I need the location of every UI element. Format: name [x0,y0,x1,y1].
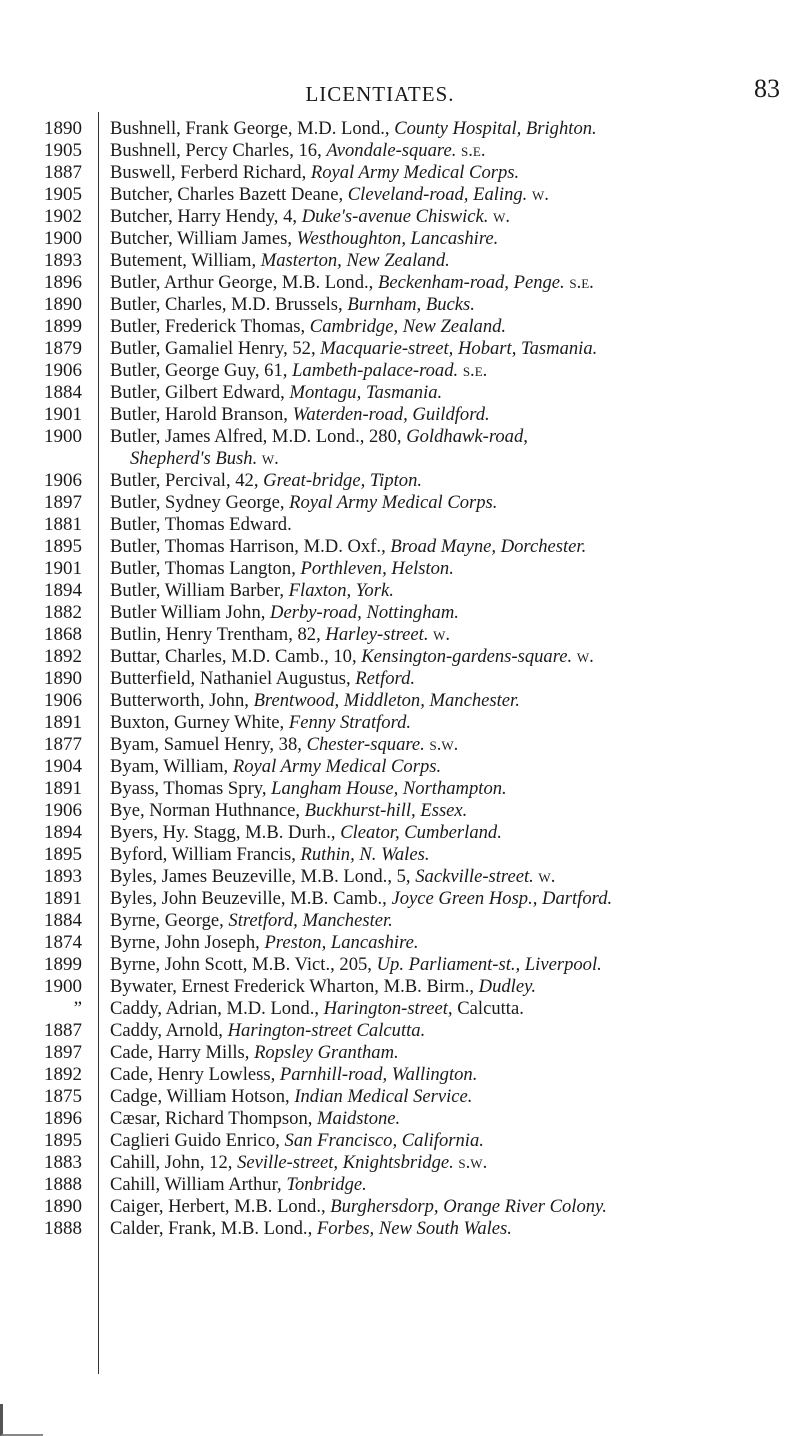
entry-name: Butterfield, Nathaniel Augustus, [110,668,356,689]
entry-name: Butlin, Henry Trentham, 82, [110,624,326,645]
entry-address: Harley-street. [325,624,429,645]
entry-year: 1891 [44,712,82,733]
entry-year: 1895 [44,536,82,557]
entry-year: 1893 [44,250,82,271]
list-item [0,954,800,976]
entry-year: 1895 [44,1130,82,1151]
entry-text [110,382,800,404]
entry-name: Bywater, Ernest Frederick Wharton, M.B. Birm., [110,976,479,997]
entry-text [110,162,800,184]
entry-address: Brentwood, Middleton, Manchester. [253,690,520,711]
entry-address: Masterton, New Zealand. [260,250,450,271]
entry-text [110,800,800,822]
list-item [0,734,800,756]
list-item [0,250,800,272]
entry-address: Royal Army Medical Corps. [310,162,520,183]
entry-year: 1896 [44,272,82,293]
entry-name: Buswell, Ferberd Richard, [110,162,311,183]
entry-text [110,690,800,712]
entry-address: Westhoughton, Lancashire. [296,228,499,249]
entry-postal-district: s.e. [564,272,594,293]
entry-name: Butler, George Guy, 61, [110,360,293,381]
entry-year: 1890 [44,668,82,689]
entry-text [110,888,800,910]
list-item [0,602,800,624]
entry-name: Butcher, Charles Bazett Deane, [110,184,348,205]
list-item [0,1086,800,1108]
entry-name: Calder, Frank, M.B. Lond., [110,1218,317,1239]
list-item [0,624,800,646]
entry-name: Butler, Arthur George, M.B. Lond., [110,272,378,293]
entry-address: Kensington-gardens-square. [361,646,573,667]
entry-year: 1888 [44,1174,82,1195]
entry-name: Cæsar, Richard Thompson, [110,1108,318,1129]
entry-year: 1894 [44,580,82,601]
entry-postal-district: w. [533,866,556,887]
entry-text [110,1130,800,1152]
list-item [0,976,800,998]
entry-text [110,536,800,558]
entry-year: 1901 [44,404,82,425]
entry-postal-district: w. [257,448,279,469]
entry-text [110,1152,800,1174]
entry-text [110,624,800,646]
list-item [0,756,800,778]
entry-address: Great-bridge, Tipton. [263,470,423,491]
list-item [0,1218,800,1240]
entry-name: Byles, John Beuzeville, M.B. Camb., [110,888,392,909]
entry-postal-district: w. [428,624,451,645]
entry-year: 1899 [44,954,82,975]
list-item [0,778,800,800]
list-item [0,536,800,558]
list-item [0,514,800,536]
list-item [0,448,800,470]
entry-address: Derby-road, Nottingham. [270,602,459,623]
entry-name: Caiger, Herbert, M.B. Lond., [110,1196,331,1217]
entry-address: Indian Medical Service. [294,1086,473,1107]
entry-address: San Francisco, California. [284,1130,484,1151]
entry-address: Langham House, Northampton. [271,778,507,799]
list-item [0,492,800,514]
entry-text [110,360,800,382]
entry-year: 1891 [44,888,82,909]
entry-postal-district: s.e. [456,140,486,161]
entry-year: 1868 [44,624,82,645]
entry-text [110,1218,800,1240]
list-item [0,998,800,1020]
entry-address: Tonbridge. [286,1174,367,1195]
entry-postal-district: s.e. [458,360,488,381]
entry-name: Butcher, William James, [110,228,297,249]
entry-text [110,228,800,250]
entry-name: Byford, William Francis, [110,844,301,865]
entry-year: 1890 [44,294,82,315]
entry-name: Bye, Norman Huthnance, [110,800,305,821]
entry-postal-district: s.w. [453,1152,488,1173]
list-item [0,866,800,888]
entry-postal-district: w. [488,206,511,227]
entry-address: Retford. [355,668,416,689]
entry-address: Fenny Stratford. [288,712,412,733]
list-item [0,844,800,866]
entry-name: Butler, Harold Branson, [110,404,293,425]
entry-year: 1896 [44,1108,82,1129]
entry-text [110,954,800,976]
list-item [0,910,800,932]
entry-year: 1906 [44,690,82,711]
entry-address: Dudley. [478,976,536,997]
entry-address: Seville-street, Knightsbridge. [237,1152,454,1173]
entry-name: Butler, William Barber, [110,580,289,601]
entry-name: Caglieri Guido Enrico, [110,1130,285,1151]
list-item [0,888,800,910]
list-item [0,646,800,668]
entry-year: 1877 [44,734,82,755]
list-item [0,1130,800,1152]
entry-address: Duke's-avenue Chiswick. [301,206,489,227]
list-item [0,580,800,602]
entry-name: Byers, Hy. Stagg, M.B. Durh., [110,822,341,843]
entry-address: Macquarie-street, Hobart, Tasmania. [320,338,598,359]
entry-text [110,316,800,338]
list-item [0,822,800,844]
entry-address: Montagu, Tasmania. [289,382,443,403]
entry-text [110,602,800,624]
entry-text [110,910,800,932]
entry-year: 1890 [44,1196,82,1217]
entry-year: 1879 [44,338,82,359]
entry-name: Butler William John, [110,602,271,623]
entry-name: Byam, Samuel Henry, 38, [110,734,307,755]
entry-name: Butler, Charles, M.D. Brussels, [110,294,348,315]
entry-address: Harington-street Calcutta. [227,1020,426,1041]
entry-name: Byrne, George, [110,910,229,931]
list-item [0,668,800,690]
entry-text [110,712,800,734]
entry-name: Butler, Thomas Langton, [110,558,301,579]
entry-postal-district: w. [527,184,549,205]
entry-text [110,404,800,426]
list-item [0,1042,800,1064]
entry-name: Butler, Gilbert Edward, [110,382,290,403]
entry-year: 1900 [44,976,82,997]
entry-text [110,932,800,954]
entry-text [110,470,800,492]
entry-address: Royal Army Medical Corps. [289,492,498,513]
entry-address: Ruthin, N. Wales. [300,844,430,865]
entry-year: 1894 [44,822,82,843]
entry-address: Up. Parliament-st., Liverpool. [376,954,602,975]
entry-year: 1895 [44,844,82,865]
entry-year: 1902 [44,206,82,227]
entry-name: Byass, Thomas Spry, [110,778,272,799]
entry-address: Royal Army Medical Corps. [232,756,442,777]
entry-address: Chester-square. [306,734,425,755]
entry-text [110,1042,800,1064]
entry-year: 1899 [44,316,82,337]
entry-text [110,558,800,580]
entry-year: 1901 [44,558,82,579]
entry-year: 1875 [44,1086,82,1107]
entry-address: Stretford, Manchester. [228,910,393,931]
entry-text [110,844,800,866]
entry-year: 1888 [44,1218,82,1239]
entry-name: Butterworth, John, [110,690,254,711]
list-item [0,1196,800,1218]
entry-address: Cleveland-road, Ealing. [347,184,528,205]
entry-address: Sackville-street. [415,866,534,887]
entry-name: Caddy, Adrian, M.D. Lond., [110,998,324,1019]
list-item [0,360,800,382]
list-item [0,140,800,162]
entry-name: Bushnell, Percy Charles, 16, [110,140,327,161]
list-item [0,1174,800,1196]
list-item [0,426,800,448]
list-item [0,558,800,580]
list-item [0,382,800,404]
list-item [0,316,800,338]
entry-year: 1874 [44,932,82,953]
entry-address: Ropsley Grantham. [254,1042,399,1063]
entry-text [110,1174,800,1196]
entry-text [110,272,800,294]
entry-text [110,646,800,668]
entry-address: Buckhurst-hill, Essex. [304,800,468,821]
list-item [0,272,800,294]
list-item [0,228,800,250]
entry-address: Burnham, Bucks. [347,294,475,315]
entry-address: Joyce Green Hosp., Dartford. [391,888,613,909]
entry-year: 1897 [44,492,82,513]
entry-year: 1890 [44,118,82,139]
entry-name: Cadge, William Hotson, [110,1086,295,1107]
list-item [0,1020,800,1042]
entry-text [110,338,800,360]
entry-text [110,756,800,778]
entry-text [110,250,800,272]
entry-city: Calcutta. [452,998,524,1019]
entry-address: Preston, Lancashire. [264,932,419,953]
entry-name: Buxton, Gurney White, [110,712,289,733]
entry-text [110,492,800,514]
list-item [0,712,800,734]
entry-text [110,734,800,756]
page-edge-mark [0,1404,43,1436]
entry-year: 1900 [44,426,82,447]
list-item [0,1152,800,1174]
entry-text [110,1020,800,1042]
entry-text [110,976,800,998]
list-item [0,800,800,822]
entry-name: Cahill, William Arthur, [110,1174,287,1195]
entry-text [110,1196,800,1218]
list-item [0,184,800,206]
entry-name: Butler, Thomas Harrison, M.D. Oxf., [110,536,391,557]
entry-text [110,668,800,690]
entry-address: Porthleven, Helston. [300,558,454,579]
entry-address: Flaxton, York. [288,580,394,601]
entry-name: Cahill, John, 12, [110,1152,238,1173]
entry-year: 1892 [44,1064,82,1085]
entry-address: Forbes, New South Wales. [316,1218,512,1239]
entry-name: Butler, Gamaliel Henry, 52, [110,338,321,359]
entry-name: Caddy, Arnold, [110,1020,228,1041]
entry-year: 1906 [44,360,82,381]
entry-text [110,448,800,470]
list-item [0,162,800,184]
entry-text [110,294,800,316]
entry-address: Lambeth-palace-road. [292,360,459,381]
entry-year: 1897 [44,1042,82,1063]
entry-name: Cade, Harry Mills, [110,1042,255,1063]
entry-text [110,822,800,844]
entry-text [110,1108,800,1130]
list-item [0,470,800,492]
entry-year: 1881 [44,514,82,535]
entry-year: 1883 [44,1152,82,1173]
list-item [0,1064,800,1086]
list-item [0,690,800,712]
entry-name: Butler, Sydney George, [110,492,290,513]
entry-name: Butler, Frederick Thomas, [110,316,310,337]
entry-name: Byrne, John Joseph, [110,932,265,953]
entry-address: Maidstone. [317,1108,401,1129]
entry-address: Cleator, Cumberland. [340,822,502,843]
entry-name: Cade, Henry Lowless, [110,1064,280,1085]
list-item [0,338,800,360]
entry-address: Avondale-square. [326,140,457,161]
entry-year: 1887 [44,162,82,183]
entry-name: Butler, Percival, 42, [110,470,264,491]
entry-year: 1900 [44,228,82,249]
entry-address: Harington-street, [323,998,453,1019]
entry-year: 1891 [44,778,82,799]
entry-address: Waterden-road, Guildford. [292,404,490,425]
entry-year: 1904 [44,756,82,777]
entry-name: Byles, James Beuzeville, M.B. Lond., 5, [110,866,416,887]
entry-year: 1884 [44,382,82,403]
entry-text [110,184,800,206]
entry-address: Goldhawk-road, [406,426,528,447]
entry-text [110,1064,800,1086]
entry-year: 1882 [44,602,82,623]
entry-postal-district: s.w. [424,734,459,755]
list-item [0,932,800,954]
entry-name: Butcher, Harry Hendy, 4, [110,206,302,227]
entry-text [110,866,800,888]
entry-year: 1906 [44,800,82,821]
page-title: LICENTIATES. [305,82,455,106]
entry-year: 1905 [44,184,82,205]
entry-address: Cambridge, New Zealand. [309,316,507,337]
entry-name: Byam, William, [110,756,233,777]
entry-name: Bushnell, Frank George, M.D. Lond., [110,118,395,139]
entry-list [0,118,800,1240]
entry-text [110,206,800,228]
list-item [0,294,800,316]
entry-year: 1906 [44,470,82,491]
entry-text [110,1086,800,1108]
entry-address: Parnhill-road, Wallington. [279,1064,478,1085]
entry-name: Butler, James Alfred, M.D. Lond., 280, [110,426,407,447]
entry-text [110,426,800,448]
entry-year: 1887 [44,1020,82,1041]
entry-text [110,778,800,800]
entry-postal-district: w. [572,646,594,667]
list-item [0,404,800,426]
list-item [0,206,800,228]
list-item [0,1108,800,1130]
entry-year: 1905 [44,140,82,161]
entry-address: Shepherd's Bush. [130,448,258,469]
page-header [0,64,800,104]
entry-text [110,514,800,536]
entry-year: 1892 [44,646,82,667]
list-item [0,118,800,140]
entry-address: Beckenham-road, Penge. [377,272,565,293]
entry-address: Burghersdorp, Orange River Colony. [330,1196,607,1217]
entry-text [110,998,800,1020]
entry-text [110,580,800,602]
entry-address: Broad Mayne, Dorchester. [390,536,587,557]
entry-name: Buttar, Charles, M.D. Camb., 10, [110,646,362,667]
entry-year: ” [73,998,82,1019]
page-number: 83 [754,74,780,103]
entry-address: County Hospital, Brighton. [394,118,597,139]
entry-name: Butler, Thomas Edward. [110,514,292,535]
entry-year: 1893 [44,866,82,887]
entry-year: 1884 [44,910,82,931]
entry-name: Byrne, John Scott, M.B. Vict., 205, [110,954,377,975]
entry-name: Butement, William, [110,250,261,271]
entry-text [110,140,800,162]
entry-text [110,118,800,140]
